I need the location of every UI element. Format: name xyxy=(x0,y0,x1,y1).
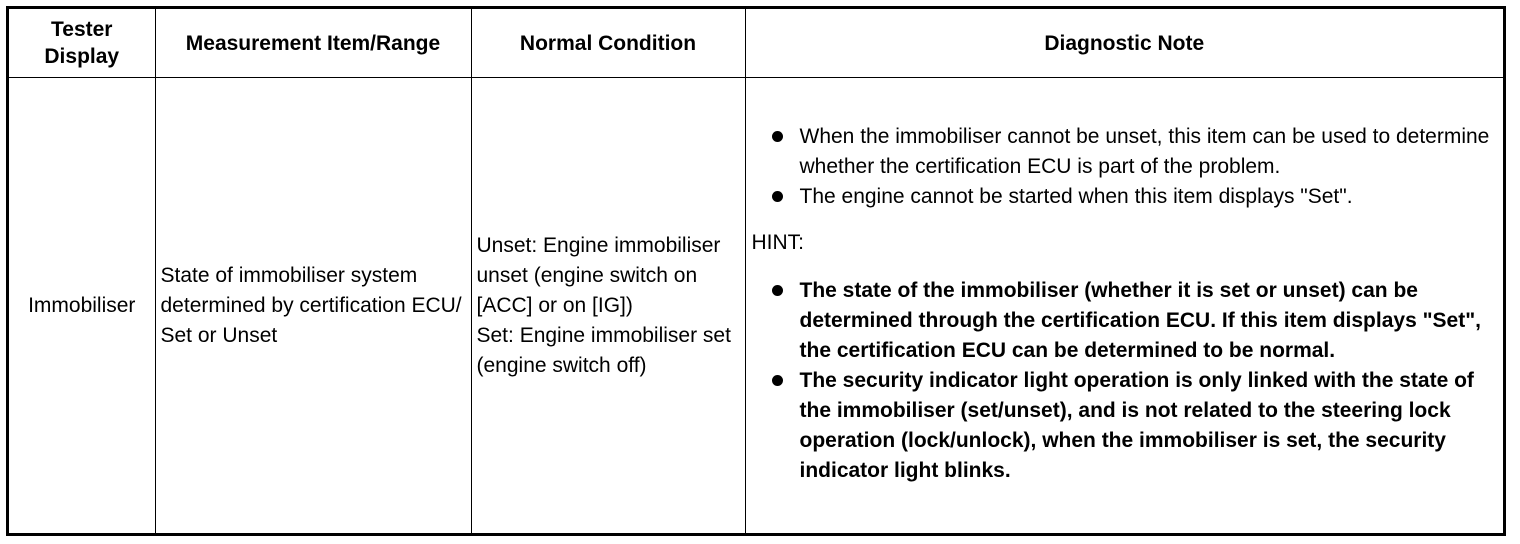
header-diagnostic-note: Diagnostic Note xyxy=(745,9,1503,78)
hint-bullet-text: The state of the immobiliser (whether it is set or unset) can be determined through the certification ECU. If this item displays "Set", the certification ECU can be determined to be normal. xyxy=(799,278,1482,362)
cell-normal-condition xyxy=(471,78,745,534)
diagnostic-bullets xyxy=(752,122,1496,212)
bullet-icon xyxy=(772,131,783,142)
hint-bullet-text: The security indicator light operation is only linked with the state of the immobiliser (set/unset), and is not related to the steering lock operation (lock/unlock), when the immobiliser is set, the security indicator light blinks. xyxy=(799,368,1474,482)
cell-measurement: State of immobiliser system determined by certification ECU/ Set or Unset xyxy=(155,78,471,534)
hint-bullets xyxy=(752,276,1496,486)
cell-diagnostic-note xyxy=(745,78,1503,534)
table-row xyxy=(9,78,1503,534)
list-item xyxy=(752,182,1496,212)
header-measurement-item: Measurement Item/Range xyxy=(155,9,471,78)
diagnostic-table xyxy=(9,9,1503,533)
header-tester-display: Tester Display xyxy=(9,9,155,78)
bullet-text: The engine cannot be started when this item displays "Set". xyxy=(799,184,1353,208)
list-item xyxy=(752,122,1496,182)
bullet-icon xyxy=(772,285,783,296)
list-item xyxy=(752,276,1496,366)
header-normal-condition: Normal Condition xyxy=(471,9,745,78)
normal-condition-set: Set: Engine immobiliser set (engine switch off) xyxy=(476,323,731,377)
bullet-icon xyxy=(772,191,783,202)
bullet-text: When the immobiliser cannot be unset, this item can be used to determine whether the certification ECU is part of the problem. xyxy=(799,124,1490,178)
list-item xyxy=(752,366,1496,486)
hint-label: HINT: xyxy=(751,230,804,254)
normal-condition-unset: Unset: Engine immobiliser unset (engine switch on [ACC] or on [IG]) xyxy=(476,233,721,317)
cell-tester-display: Immobiliser xyxy=(9,78,155,534)
bullet-icon xyxy=(772,375,783,386)
header-row xyxy=(9,9,1503,78)
diagnostic-table-frame xyxy=(6,6,1506,536)
